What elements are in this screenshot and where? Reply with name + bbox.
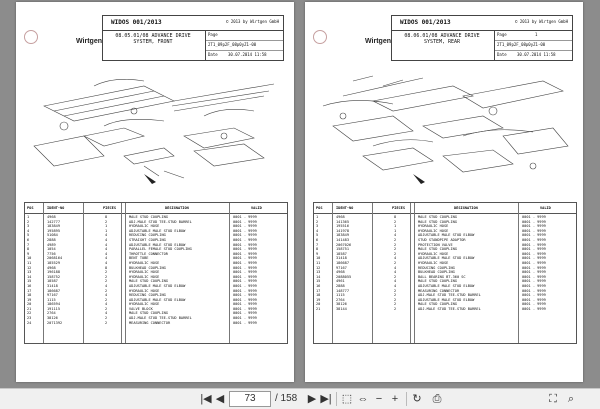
table-cell: 4	[105, 260, 108, 265]
table-cell: 2	[105, 219, 108, 224]
table-cell: STUD STANDPIPE ADAPTOR	[418, 237, 466, 242]
table-cell: 0001 - 9999	[522, 242, 546, 247]
table-cell: MALE STUD COUPLING	[418, 302, 457, 307]
zoom-out-icon[interactable]: −	[375, 393, 383, 405]
table-cell: 16	[27, 283, 32, 288]
table-cell: 186687	[47, 288, 60, 293]
table-cell: HYDRAULIC HOSE	[418, 260, 449, 265]
table-cell: 38144	[336, 306, 347, 311]
table-cell: 2	[105, 279, 108, 284]
table-cell: MALE STUD COUPLING	[129, 311, 168, 316]
table-cell: HYDRAULIC HOSE	[129, 288, 160, 293]
logo-text: Wirtgen	[365, 38, 391, 45]
table-cell: 4	[394, 279, 397, 284]
table-cell: HYDRAULIC HOSE	[418, 251, 449, 256]
table-cell: 4	[105, 311, 108, 316]
table-cell: REDUCING COUPLING	[418, 265, 455, 270]
table-cell: 0001 - 9999	[233, 306, 257, 311]
table-cell: 2	[394, 288, 397, 293]
table-cell: 2	[394, 297, 397, 302]
table-cell: 4	[105, 242, 108, 247]
table-rows	[314, 215, 576, 311]
table-cell: 0001 - 9999	[233, 233, 257, 238]
table-cell: 0001 - 9999	[233, 302, 257, 307]
table-cell: 195895	[47, 228, 60, 233]
table-cell: ADJUSTABLE MALE STUD ELBOW	[418, 297, 475, 302]
table-cell: 0001 - 9999	[233, 316, 257, 321]
table-cell: 0001 - 9999	[233, 260, 257, 265]
table-cell: 97167	[47, 293, 58, 298]
table-cell: 7	[27, 242, 30, 247]
viewer-toolbar	[0, 388, 600, 409]
zoom-in-icon[interactable]: +	[391, 393, 399, 405]
table-cell: 2888	[336, 283, 345, 288]
table-cell: 4	[105, 293, 108, 298]
table-cell: 0001 - 9999	[522, 256, 546, 261]
table-cell: 3	[316, 224, 319, 229]
table-cell: 2	[394, 293, 397, 298]
search-icon[interactable]: ⌕	[567, 393, 575, 405]
table-cell: 0001 - 9999	[522, 228, 546, 233]
table-cell: 0001 - 9999	[233, 256, 257, 261]
table-cell: ADJUSTABLE MALE STUD ELBOW	[129, 283, 186, 288]
table-cell: 4968	[47, 265, 56, 270]
table-cell: 4	[105, 302, 108, 307]
doc-id: WIDOS 001/2013	[111, 19, 162, 26]
table-cell: 4	[316, 228, 319, 233]
table-cell: ADJUSTABLE MALE STUD ELBOW	[418, 233, 475, 238]
table-cell: 0001 - 9999	[522, 219, 546, 224]
table-cell: 5	[27, 233, 30, 238]
table-cell: REDUCING COUPLING	[129, 293, 166, 298]
table-cell: 12	[27, 265, 32, 270]
table-cell: 11	[27, 260, 32, 265]
table-cell: 2	[394, 219, 397, 224]
table-cell: 0001 - 9999	[522, 233, 546, 238]
table-cell: 23	[27, 316, 32, 321]
table-cell: MALE STUD COUPLING	[129, 279, 168, 284]
table-cell: 4	[394, 233, 397, 238]
table-cell: 2	[105, 288, 108, 293]
table-cell: 2888	[47, 237, 56, 242]
table-cell: 38126	[47, 316, 58, 321]
table-cell: 8	[316, 247, 319, 252]
wirtgen-logo-icon	[313, 30, 327, 44]
table-rows	[25, 215, 287, 325]
table-cell: 24	[27, 320, 32, 325]
table-cell: 195516	[336, 224, 349, 229]
table-cell: 19	[316, 297, 321, 302]
table-cell: 0001 - 9999	[233, 247, 257, 252]
table-cell: HYDRAULIC HOSE	[129, 260, 160, 265]
table-cell: 2	[105, 306, 108, 311]
table-cell: 18	[27, 293, 32, 298]
table-cell: 0001 - 9999	[522, 279, 546, 284]
table-cell: 4	[105, 283, 108, 288]
table-cell: 16	[316, 283, 321, 288]
table-cell: HYDRAULIC HOSE	[129, 274, 160, 279]
table-cell: 7	[316, 242, 319, 247]
table-cell: 0001 - 9999	[233, 251, 257, 256]
table-cell: 0001 - 9999	[522, 270, 546, 275]
table-cell: ADJUSTABLE MALE STUD ELBOW	[129, 228, 186, 233]
table-cell: 0001 - 9999	[522, 215, 546, 219]
table-cell: 21	[316, 306, 321, 311]
table-cell: 6	[316, 237, 319, 242]
wirtgen-logo-icon	[24, 30, 38, 44]
table-cell: 2	[394, 274, 397, 279]
parts-table: POS IDENT-NO PIECES DESIGNATION VALID 1 4968 8 MALE STUD COUPLING 0001 - 9999 2 142777 2 ADJ.MALE STUD TEE-STUD BARREL 0001 - 9999 3 183849 1 HYDRAULIC HOSE 0001 - 9999 4 195895 1 ADJUSTABLE MALE STUD ELBOW 0001 - 9999 5 51084 4 REDUCING COUPLING 0001 - 9999 6 2888 4 STRAIGHT COUPLING 0001 - 9999 7 4989 4 ADJUSTABLE MALE STUD ELBOW 0001 - 9999 8 1054 4 PARALLEL FEMALE STUD COUPLING 0001 - 9999 9 7756 4 THROTTLE CONNECTOR 0001 - 9999 10 2068164 4 BENT TUBE 0001 - 9999 11 185529 4 HYDRAULIC HOSE 0001 - 9999 12 4968 8 BULKHEAD COUPLING 0001 - 9999 13 196188 2 HYDRAULIC HOSE 0001 - 9999 14 158752 2 HYDRAULIC HOSE 0001 - 9999 15 18587 2 MALE STUD COUPLING 0001 - 9999 16 31418 4 ADJUSTABLE MALE STUD ELBOW 0001 - 9999 17 186687 2 HYDRAULIC HOSE 0001 - 9999 18 97167 4 REDUCING COUPLING 0001 - 9999 19 1115 2 ADJUSTABLE MALE STUD ELBOW 0001 - 9999 20 186594 4 HYDRAULIC HOSE 0001 - 9999 21 191115 2 VALVE BLOCK 0001 - 9999 22 2764 4 MALE STUD COUPLING 0001 - 9999 23 38126 2 ADJ.MALE STUD TEE-STUD BARREL 0001 - 9999 24 2071392 2 MEASURING CONNECTOR 0001 - 9999	[24, 202, 288, 344]
exploded-parts-drawing	[24, 66, 286, 196]
logo-text: Wirtgen	[76, 38, 102, 45]
table-cell: MEASURING CONNECTOR	[418, 288, 460, 293]
table-cell: MALE STUD COUPLING	[129, 215, 168, 219]
table-cell: 2	[105, 320, 108, 325]
table-cell: 0001 - 9999	[522, 288, 546, 293]
table-cell: MALE STUD COUPLING	[418, 219, 457, 224]
table-cell: 2	[316, 219, 319, 224]
table-cell: 4	[105, 247, 108, 252]
table-cell: 1	[105, 228, 108, 233]
doc-id: WIDOS 001/2013	[400, 19, 451, 26]
page-number-input[interactable]: 73	[229, 391, 271, 407]
table-cell: 186687	[336, 260, 349, 265]
table-cell: PARALLEL FEMALE STUD COUPLING	[129, 247, 192, 252]
table-cell: 0001 - 9999	[233, 279, 257, 284]
table-cell: 0001 - 9999	[522, 224, 546, 229]
table-cell: 21	[27, 306, 32, 311]
table-cell: 15	[316, 279, 321, 284]
table-cell: 0001 - 9999	[522, 306, 546, 311]
table-cell: 8	[394, 215, 397, 219]
table-cell: ADJ.MALE STUD TEE-STUD BARREL	[418, 306, 481, 311]
table-cell: 141365	[336, 219, 349, 224]
table-cell: 9	[27, 251, 30, 256]
table-cell: 0001 - 9999	[522, 247, 546, 252]
table-cell: 2	[105, 316, 108, 321]
table-cell: 8	[105, 215, 108, 219]
table-cell: 6	[27, 237, 30, 242]
table-cell: 1	[105, 224, 108, 229]
table-cell: 4	[105, 256, 108, 261]
last-page-icon[interactable]: ▶|	[320, 393, 332, 405]
table-cell: 12	[316, 265, 321, 270]
table-cell: 4989	[47, 242, 56, 247]
table-cell: 1	[316, 215, 319, 219]
table-cell: 183849	[336, 233, 349, 238]
table-cell: 5	[316, 233, 319, 238]
next-page-icon[interactable]: ▶	[307, 393, 317, 405]
exploded-parts-drawing	[313, 66, 575, 196]
table-cell: 11	[316, 260, 321, 265]
table-cell: 0001 - 9999	[233, 288, 257, 293]
table-cell: 2	[394, 247, 397, 252]
document-page-left	[16, 2, 294, 382]
table-cell: 2088055	[336, 274, 352, 279]
table-cell: 2	[394, 242, 397, 247]
table-cell: 196188	[47, 270, 60, 275]
table-cell: 0001 - 9999	[233, 228, 257, 233]
fullscreen-icon[interactable]: ⛶	[549, 393, 557, 405]
table-cell: 2067026	[336, 242, 352, 247]
table-cell: ADJ.MALE STUD TEE-STUD BARREL	[418, 293, 481, 298]
table-cell: 0001 - 9999	[233, 219, 257, 224]
table-cell: 51084	[47, 233, 58, 238]
page-header	[102, 15, 284, 61]
table-cell: 2	[394, 260, 397, 265]
table-cell: 0001 - 9999	[233, 274, 257, 279]
page-title: 08.05.01/08 ADVANCE DRIVE SYSTEM, FRONT	[115, 33, 191, 45]
table-cell: 10	[316, 256, 321, 261]
table-cell: 4	[105, 237, 108, 242]
table-cell: 31418	[47, 283, 58, 288]
table-cell: 1115	[47, 297, 56, 302]
table-cell: 0001 - 9999	[233, 237, 257, 242]
table-cell: ADJ.MALE STUD TEE-STUD BARREL	[129, 219, 192, 224]
table-cell: 0001 - 9999	[233, 224, 257, 229]
table-cell: 186594	[47, 302, 60, 307]
table-cell: 1115	[336, 293, 345, 298]
table-cell: 4	[394, 283, 397, 288]
fit-width-icon[interactable]: ⇔	[357, 393, 369, 405]
table-cell: HYDRAULIC HOSE	[418, 228, 449, 233]
table-cell: 158752	[47, 274, 60, 279]
table-cell: 8	[27, 247, 30, 252]
table-cell: 1	[394, 224, 397, 229]
table-cell: 1054	[47, 247, 56, 252]
table-cell: 0001 - 9999	[233, 311, 257, 316]
table-row	[314, 307, 576, 312]
page-total: / 158	[275, 393, 298, 404]
copyright: © 2013 by Wirtgen GmbH	[226, 19, 279, 24]
table-cell: ADJUSTABLE MALE STUD ELBOW	[129, 297, 186, 302]
table-cell: THROTTLE CONNECTOR	[129, 251, 168, 256]
table-cell: 13	[316, 270, 321, 275]
table-cell: 0001 - 9999	[233, 293, 257, 298]
table-cell: 148777	[336, 288, 349, 293]
table-cell: 1	[27, 215, 30, 219]
table-cell: 4961	[336, 279, 345, 284]
table-cell: BENT TUBE	[129, 256, 149, 261]
table-cell: 158751	[336, 247, 349, 252]
table-cell: MALE STUD COUPLING	[418, 247, 457, 252]
table-cell: 0001 - 9999	[522, 274, 546, 279]
parts-table: POS IDENT-NO PIECES DESIGNATION VALID 1 4968 8 MALE STUD COUPLING 0001 - 9999 2 141365 2 MALE STUD COUPLING 0001 - 9999 3 195516 1 HYDRAULIC HOSE 0001 - 9999 4 141978 1 HYDRAULIC HOSE 0001 - 9999 5 183849 4 ADJUSTABLE MALE STUD ELBOW 0001 - 9999 6 141483 2 STUD STANDPIPE ADAPTOR 0001 - 9999 7 2067026 2 PROTECTION VALVE 0001 - 9999 8 158751 2 MALE STUD COUPLING 0001 - 9999 9 18587 2 HYDRAULIC HOSE 0001 - 9999 10 31418 4 ADJUSTABLE MALE STUD ELBOW 0001 - 9999 11 186687 2 HYDRAULIC HOSE 0001 - 9999 12 97167 4 REDUCING COUPLING 0001 - 9999 13 4968 4 BULKHEAD COUPLING 0001 - 9999 14 2088055 2 BALL BEARING BT-360 SC 0001 - 9999 15 4961 4 MALE STUD COUPLING 0001 - 9999 16 2888 4 ADJUSTABLE MALE STUD ELBOW 0001 - 9999 17 148777 2 MEASURING CONNECTOR 0001 - 9999 18 1115 2 ADJ.MALE STUD TEE-STUD BARREL 0001 - 9999 19 2764 2 ADJUSTABLE MALE STUD ELBOW 0001 - 9999 20 38126 2 MALE STUD COUPLING 0001 - 9999 21 38144 2 ADJ.MALE STUD TEE-STUD BARREL 0001 - 9999	[313, 202, 577, 344]
print-icon[interactable]: ⎙	[432, 393, 442, 405]
table-cell: 2	[394, 306, 397, 311]
page-header	[391, 15, 573, 61]
table-cell: BULKHEAD COUPLING	[418, 270, 455, 275]
table-cell: 141978	[336, 228, 349, 233]
table-cell: 4968	[336, 270, 345, 275]
table-cell: 10	[27, 256, 32, 261]
table-cell: 17	[27, 288, 32, 293]
table-cell: 4	[394, 270, 397, 275]
table-cell: PROTECTION VALVE	[418, 242, 453, 247]
table-cell: HYDRAULIC HOSE	[129, 270, 160, 275]
table-cell: 2	[394, 251, 397, 256]
table-cell: 0001 - 9999	[233, 270, 257, 275]
table-cell: MALE STUD COUPLING	[418, 215, 457, 219]
table-cell: 19	[27, 297, 32, 302]
table-cell: 185529	[47, 260, 60, 265]
table-cell: STRAIGHT COUPLING	[129, 237, 166, 242]
table-cell: HYDRAULIC HOSE	[129, 302, 160, 307]
table-cell: ADJ.MALE STUD TEE-STUD BARREL	[129, 316, 192, 321]
table-cell: 1	[394, 228, 397, 233]
table-cell: 0001 - 9999	[522, 302, 546, 307]
table-cell: 0001 - 9999	[522, 265, 546, 270]
table-cell: 17	[316, 288, 321, 293]
page-title: 08.06.01/08 ADVANCE DRIVE SYSTEM, REAR	[404, 33, 480, 45]
copyright: © 2013 by Wirtgen GmbH	[515, 19, 568, 24]
table-cell: HYDRAULIC HOSE	[129, 224, 160, 229]
table-cell: MEASURING CONNECTOR	[129, 320, 171, 325]
table-cell: 15	[27, 279, 32, 284]
table-cell: 20	[27, 302, 32, 307]
table-cell: 31418	[336, 256, 347, 261]
table-cell: 20	[316, 302, 321, 307]
table-cell: 141483	[336, 237, 349, 242]
table-cell: REDUCING COUPLING	[129, 233, 166, 238]
table-cell: 14	[27, 274, 32, 279]
table-cell: VALVE BLOCK	[129, 306, 153, 311]
table-cell: 0001 - 9999	[522, 297, 546, 302]
table-cell: 4	[105, 233, 108, 238]
rotate-icon[interactable]: ↻	[412, 393, 422, 405]
table-cell: 8	[105, 265, 108, 270]
table-cell: 191115	[47, 306, 60, 311]
meta-block: Page 2T1_09p2F_08p0yZ1-00 Date 30.07.2014 11:58	[205, 30, 283, 60]
table-cell: 7756	[47, 251, 56, 256]
first-page-icon[interactable]: |◀	[200, 393, 212, 405]
fit-page-icon[interactable]: ⬚	[341, 393, 353, 405]
table-cell: 2068164	[47, 256, 63, 261]
table-cell: 2	[394, 237, 397, 242]
table-cell: 4	[394, 256, 397, 261]
table-cell: 22	[27, 311, 32, 316]
table-cell: 2	[105, 297, 108, 302]
table-cell: 0001 - 9999	[233, 283, 257, 288]
table-cell: 9	[316, 251, 319, 256]
table-cell: 97167	[336, 265, 347, 270]
table-cell: 0001 - 9999	[522, 293, 546, 298]
table-cell: 0001 - 9999	[522, 260, 546, 265]
table-cell: 0001 - 9999	[233, 297, 257, 302]
table-cell: 38126	[336, 302, 347, 307]
table-cell: 13	[27, 270, 32, 275]
table-cell: BULKHEAD COUPLING	[129, 265, 166, 270]
meta-block: Page 1 2T1_09p2F_08p0yZ1-00 Date 30.07.2014 11:58	[494, 30, 572, 60]
table-cell: 18	[316, 293, 321, 298]
table-cell: 183849	[47, 224, 60, 229]
table-cell: 2	[394, 302, 397, 307]
table-cell: BALL BEARING BT-360 SC	[418, 274, 466, 279]
table-cell: 14	[316, 274, 321, 279]
table-cell: 4968	[336, 215, 345, 219]
table-cell: 0001 - 9999	[522, 283, 546, 288]
table-cell: 0001 - 9999	[233, 215, 257, 219]
table-row	[25, 321, 287, 326]
table-cell: ADJUSTABLE MALE STUD ELBOW	[418, 283, 475, 288]
table-cell: 2071392	[47, 320, 63, 325]
table-cell: 0001 - 9999	[233, 265, 257, 270]
table-cell: 0001 - 9999	[233, 242, 257, 247]
table-cell: 0001 - 9999	[522, 237, 546, 242]
table-cell: 142777	[47, 219, 60, 224]
table-cell: 18587	[47, 279, 58, 284]
table-cell: 2	[105, 270, 108, 275]
table-cell: 0001 - 9999	[522, 251, 546, 256]
table-cell: 2	[27, 219, 30, 224]
table-cell: 2	[105, 274, 108, 279]
table-cell: 2764	[47, 311, 56, 316]
table-cell: MALE STUD COUPLING	[418, 279, 457, 284]
table-cell: HYDRAULIC HOSE	[418, 224, 449, 229]
table-cell: 4	[27, 228, 30, 233]
table-cell: 4	[105, 251, 108, 256]
table-cell: 4968	[47, 215, 56, 219]
table-cell: 18587	[336, 251, 347, 256]
table-cell: 0001 - 9999	[233, 320, 257, 325]
table-cell: 2764	[336, 297, 345, 302]
table-cell: ADJUSTABLE MALE STUD ELBOW	[418, 256, 475, 261]
table-cell: ADJUSTABLE MALE STUD ELBOW	[129, 242, 186, 247]
table-cell: 4	[394, 265, 397, 270]
prev-page-icon[interactable]: ◀	[215, 393, 225, 405]
document-page-right	[305, 2, 583, 382]
table-cell: 3	[27, 224, 30, 229]
